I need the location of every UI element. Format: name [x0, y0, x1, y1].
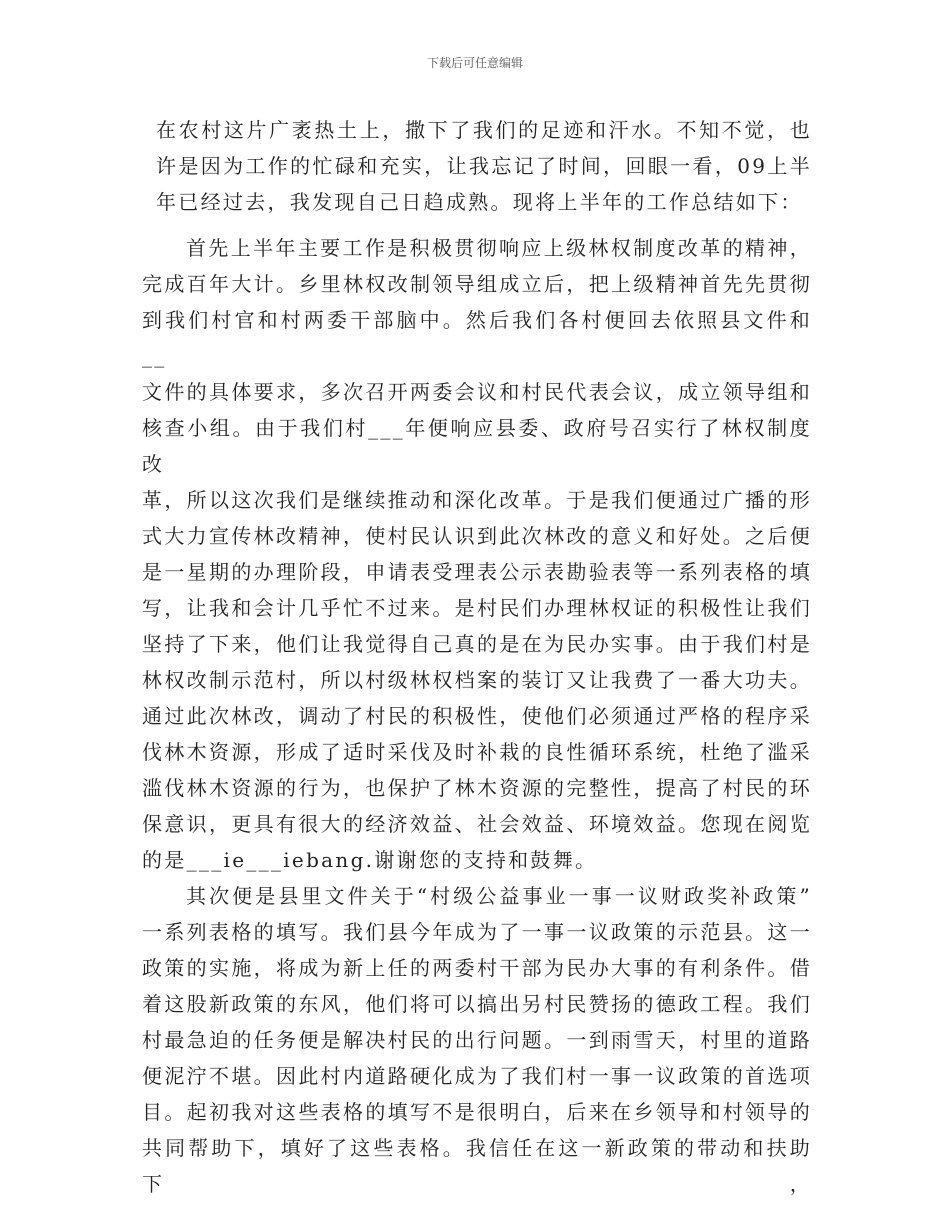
text-line: 在农村这片广袤热土上，撒下了我们的足迹和汗水。不知不觉，也	[156, 118, 812, 142]
text-line: 的是___ie___iebang.谢谢您的支持和鼓舞。	[142, 848, 598, 872]
text-line: 年已经过去，我发现自己日趋成熟。现将上半年的工作总结如下：	[156, 190, 803, 214]
paragraph-forest-reform	[142, 230, 812, 878]
text-line: 村最急迫的任务便是解决村民的出行问题。一到雨雪天，村里的道路	[142, 1028, 812, 1052]
text-line: 目。起初我对这些表格的填写不是很明白，后来在乡领导和村领导的	[142, 1100, 812, 1124]
text-line: 完成百年大计。乡里林权改制领导组成立后，把上级精神首先先贯彻	[142, 272, 812, 296]
text-line: 许是因为工作的忙碌和充实，让我忘记了时间，回眼一看，09上半	[156, 154, 812, 178]
text-line: 通过此次林改，调动了村民的积极性，使他们必须通过严格的程序采	[142, 704, 812, 728]
text-line: 林权改制示范村，所以村级林权档案的装订又让我费了一番大功夫。	[142, 668, 812, 692]
text-line: 式大力宣传林改精神，使村民认识到此次林改的意义和好处。之后便	[142, 524, 812, 548]
paragraph-intro	[142, 112, 812, 220]
text-line: 其次便是县里文件关于“村级公益事业一事一议财政奖补政策”	[186, 884, 812, 908]
text-line: 保意识，更具有很大的经济效益、社会效益、环境效益。您现在阅览	[142, 812, 812, 836]
text-line: 共同帮助下，填好了这些表格。我信任在这一新政策的带动和扶助下，	[142, 1136, 812, 1196]
text-line: 滥伐林木资源的行为，也保护了林木资源的完整性，提高了村民的环	[142, 776, 812, 800]
text-line: 文件的具体要求，多次召开两委会议和村民代表会议，成立领导组和	[142, 380, 812, 404]
text-line: 到我们村官和村两委干部脑中。然后我们各村便回去依照县文件和__	[142, 308, 812, 368]
text-line: 坚持了下来，他们让我觉得自己真的是在为民办实事。由于我们村是	[142, 632, 812, 656]
text-line: 核查小组。由于我们村___年便响应县委、政府号召实行了林权制度改	[142, 416, 812, 476]
text-line: 着这股新政策的东风，他们将可以搞出另村民赞扬的德政工程。我们	[142, 992, 812, 1016]
text-line: 一系列表格的填写。我们县今年成为了一事一议政策的示范县。这一	[142, 920, 812, 944]
text-line: 革，所以这次我们是继续推动和深化改革。于是我们便通过广播的形	[142, 488, 812, 512]
text-line: 便泥泞不堪。因此村内道路硬化成为了我们村一事一议政策的首选项	[142, 1064, 812, 1088]
text-line: 是一星期的办理阶段，申请表受理表公示表勘验表等一系列表格的填	[142, 560, 812, 584]
text-line: 政策的实施，将成为新上任的两委村干部为民办大事的有利条件。借	[142, 956, 812, 980]
page-header: 下载后可任意编辑	[426, 56, 523, 70]
text-line: 首先上半年主要工作是积极贯彻响应上级林权制度改革的精神，	[186, 236, 812, 260]
text-line: 写，让我和会计几乎忙不过来。是村民们办理林权证的积极性让我们	[142, 596, 812, 620]
document-body	[142, 112, 812, 1202]
paragraph-public-welfare-policy	[142, 878, 812, 1202]
text-line: 伐林木资源，形成了适时采伐及时补栽的良性循环系统，杜绝了滥采	[142, 740, 812, 764]
